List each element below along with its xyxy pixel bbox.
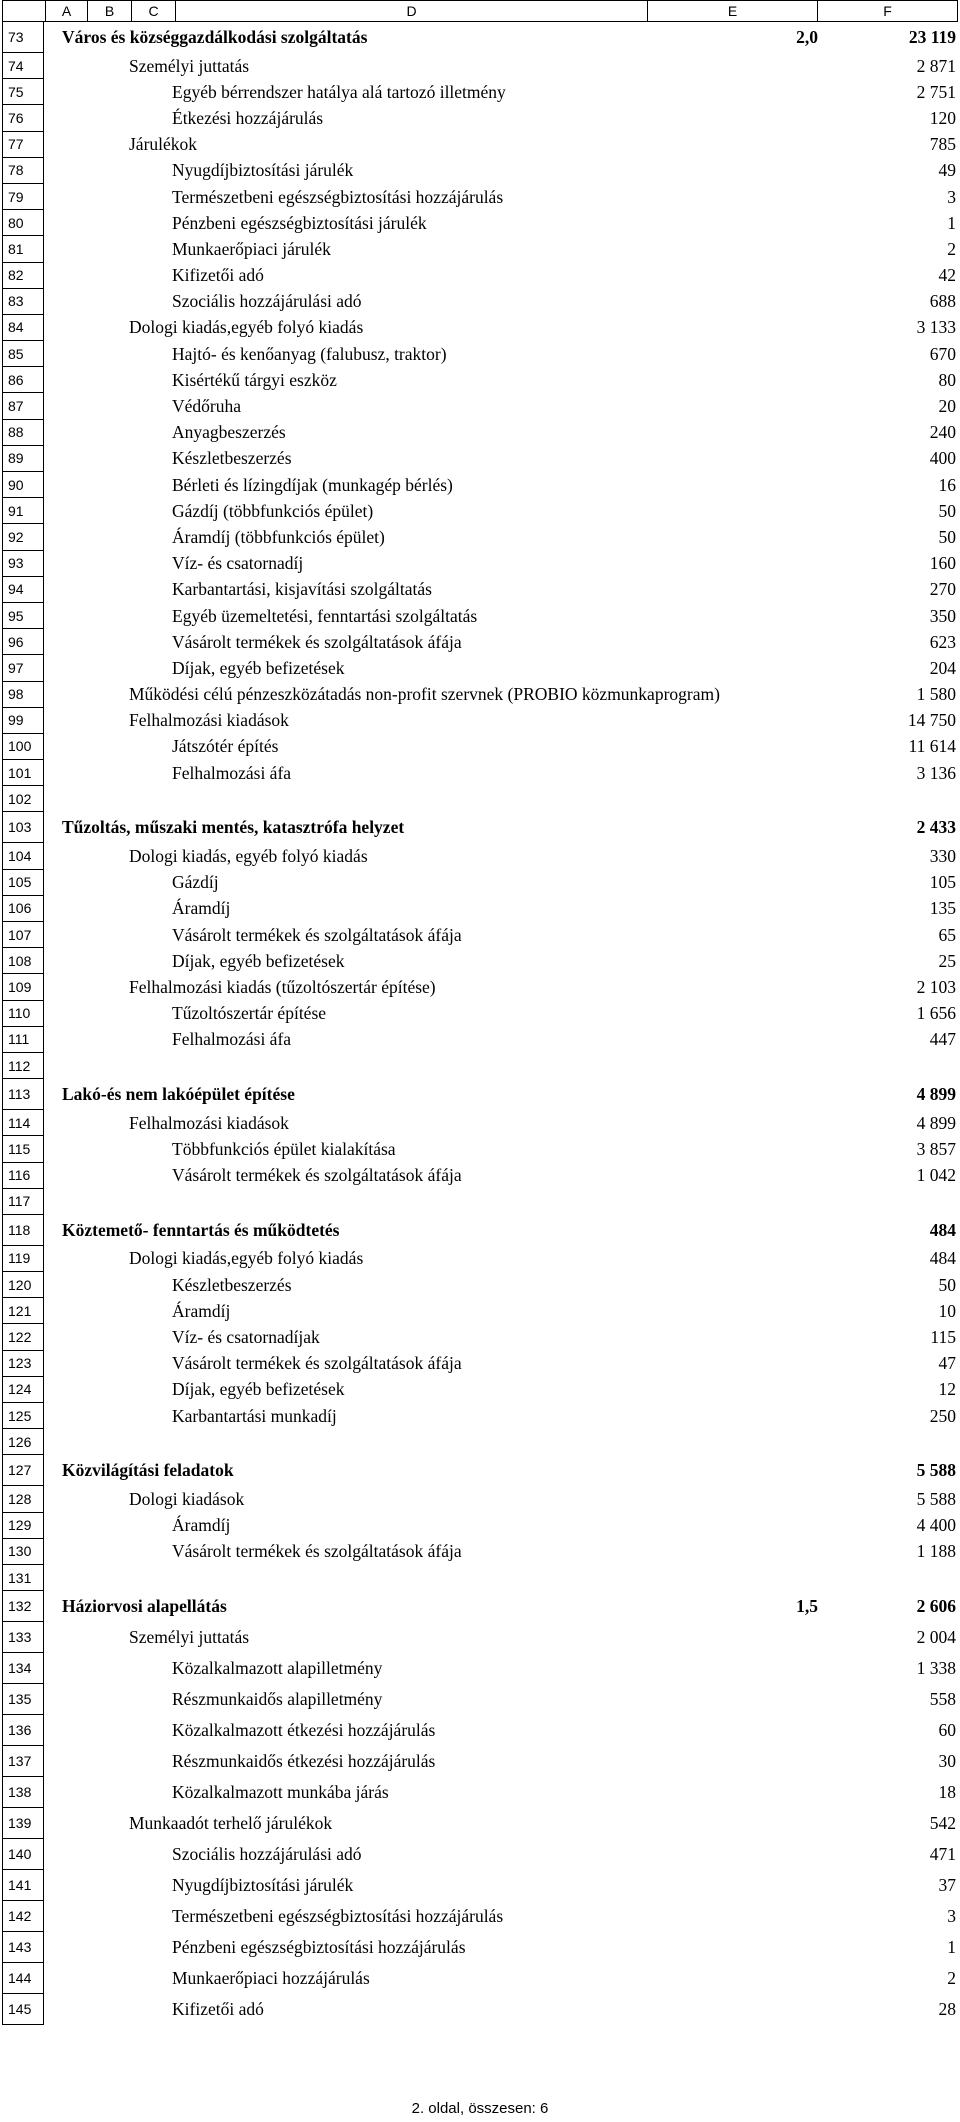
row-number[interactable]: 84: [2, 315, 44, 341]
column-header-f[interactable]: F: [817, 1, 957, 21]
row-number[interactable]: 90: [2, 472, 44, 498]
table-row: [2, 812, 958, 843]
item-label: Díjak, egyéb befizetések: [172, 657, 345, 678]
table-row: [2, 1053, 958, 1079]
item-label: Munkaadót terhelő járulékok: [129, 1813, 333, 1834]
table-row: [2, 184, 958, 210]
row-number[interactable]: 87: [2, 393, 44, 419]
item-label: Kifizetői adó: [172, 265, 264, 286]
item-label: Vásárolt termékek és szolgáltatások áfája: [172, 1165, 462, 1186]
row-number[interactable]: 115: [2, 1136, 44, 1162]
item-label: Dologi kiadás,egyéb folyó kiadás: [129, 1248, 364, 1269]
row-number[interactable]: 99: [2, 708, 44, 734]
item-label: Szociális hozzájárulási adó: [172, 1844, 362, 1865]
amount-value: 4 400: [916, 1515, 956, 1536]
spreadsheet: [2, 0, 958, 2025]
row-number[interactable]: 82: [2, 263, 44, 289]
column-header-e[interactable]: E: [647, 1, 817, 21]
table-row: [2, 1351, 958, 1377]
amount-value: 14 750: [907, 710, 956, 731]
row-number[interactable]: 75: [2, 79, 44, 105]
item-label: Víz- és csatornadíjak: [172, 1327, 320, 1348]
item-label: Védőruha: [172, 396, 242, 417]
table-row: [2, 1189, 958, 1215]
table-row: [2, 1746, 958, 1777]
amount-value: 2: [947, 238, 956, 259]
amount-value: 4 899: [916, 1084, 956, 1105]
table-row: [2, 948, 958, 974]
item-label: Bérleti és lízingdíjak (munkagép bérlés): [172, 474, 453, 495]
table-row: [2, 289, 958, 315]
amount-value: 1 656: [916, 1003, 956, 1024]
table-row: [2, 603, 958, 629]
row-number[interactable]: 113: [2, 1079, 44, 1110]
amount-value: 2 433: [916, 817, 956, 838]
row-number[interactable]: 118: [2, 1215, 44, 1246]
row-number[interactable]: 74: [2, 53, 44, 79]
amount-value: 670: [929, 343, 956, 364]
row-number[interactable]: 117: [2, 1189, 44, 1215]
table-row: [2, 974, 958, 1000]
amount-value: 623: [929, 631, 956, 652]
row-number[interactable]: 77: [2, 132, 44, 158]
row-number[interactable]: 91: [2, 498, 44, 524]
amount-value: 160: [929, 553, 956, 574]
item-label: Nyugdíjbiztosítási járulék: [172, 1875, 354, 1896]
item-label: Járulékok: [129, 134, 198, 155]
row-number[interactable]: 92: [2, 524, 44, 550]
item-label: Vásárolt termékek és szolgáltatások áfája: [172, 1541, 462, 1562]
table-row: [2, 870, 958, 896]
table-row: [2, 1079, 958, 1110]
item-label: Felhalmozási kiadás (tűzoltószertár építése): [129, 976, 436, 997]
amount-value: 558: [929, 1689, 956, 1710]
row-number[interactable]: 76: [2, 105, 44, 131]
table-row: [2, 843, 958, 869]
row-number[interactable]: 136: [2, 1715, 44, 1746]
row-number[interactable]: 140: [2, 1839, 44, 1870]
item-label: Dologi kiadás,egyéb folyó kiadás: [129, 317, 364, 338]
table-row: [2, 393, 958, 419]
table-row: [2, 1963, 958, 1994]
amount-value: 1: [947, 1937, 956, 1958]
table-row: [2, 367, 958, 393]
amount-value: 65: [938, 924, 956, 945]
amount-value: 135: [929, 898, 956, 919]
amount-value: 204: [929, 657, 956, 678]
item-label: Áramdíj: [172, 1515, 231, 1536]
table-row: [2, 1136, 958, 1162]
table-row: [2, 708, 958, 734]
amount-value: 18: [938, 1782, 956, 1803]
table-row: [2, 896, 958, 922]
amount-value: 1 042: [916, 1165, 956, 1186]
headcount-value: 2,0: [796, 27, 818, 47]
amount-value: 1: [947, 212, 956, 233]
table-row: [2, 1163, 958, 1189]
row-number[interactable]: 125: [2, 1403, 44, 1429]
section-title: Lakó-és nem lakóépület építése: [62, 1084, 295, 1105]
table-row: [2, 786, 958, 812]
amount-value: 3 133: [916, 317, 956, 338]
row-number[interactable]: 94: [2, 577, 44, 603]
row-number[interactable]: 127: [2, 1455, 44, 1486]
item-label: Természetbeni egészségbiztosítási hozzájárulás: [172, 1906, 504, 1927]
amount-value: 115: [930, 1327, 956, 1348]
row-number[interactable]: 114: [2, 1110, 44, 1136]
amount-value: 120: [929, 107, 956, 128]
amount-value: 60: [938, 1720, 956, 1741]
item-label: Díjak, egyéb befizetések: [172, 1379, 345, 1400]
amount-value: 688: [929, 291, 956, 312]
item-label: Anyagbeszerzés: [172, 422, 286, 443]
item-label: Egyéb üzemeltetési, fenntartási szolgáltatás: [172, 605, 478, 626]
amount-value: 16: [938, 474, 956, 495]
item-label: Gázdíj: [172, 872, 219, 893]
table-row: [2, 53, 958, 79]
table-row: [2, 132, 958, 158]
amount-value: 2 751: [916, 81, 956, 102]
row-number[interactable]: 124: [2, 1377, 44, 1403]
item-label: Tűzoltószertár építése: [172, 1003, 327, 1024]
table-row: [2, 498, 958, 524]
amount-value: 3: [947, 1906, 956, 1927]
table-row: [2, 1539, 958, 1565]
table-row: [2, 472, 958, 498]
table-row: [2, 1994, 958, 2025]
item-label: Pénzbeni egészségbiztosítási járulék: [172, 212, 427, 233]
amount-value: 2 606: [916, 1596, 956, 1617]
table-row: [2, 263, 958, 289]
row-number[interactable]: 138: [2, 1777, 44, 1808]
amount-value: 2 004: [916, 1627, 956, 1648]
amount-value: 42: [938, 265, 956, 286]
amount-value: 240: [929, 422, 956, 443]
table-row: [2, 1684, 958, 1715]
row-number[interactable]: 107: [2, 922, 44, 948]
row-number[interactable]: 111: [2, 1027, 44, 1053]
table-row: [2, 22, 958, 53]
table-row: [2, 1001, 958, 1027]
table-row: [2, 1403, 958, 1429]
row-number[interactable]: 102: [2, 786, 44, 812]
amount-value: 50: [938, 526, 956, 547]
item-label: Működési célú pénzeszközátadás non-profit szervnek (PROBIO közmunkaprogram): [129, 684, 720, 705]
row-number[interactable]: 83: [2, 289, 44, 315]
row-number[interactable]: 126: [2, 1429, 44, 1455]
row-number[interactable]: 98: [2, 682, 44, 708]
table-row: [2, 1324, 958, 1350]
item-label: Áramdíj: [172, 898, 231, 919]
item-label: Nyugdíjbiztosítási járulék: [172, 160, 354, 181]
row-number[interactable]: 123: [2, 1351, 44, 1377]
row-number[interactable]: 81: [2, 236, 44, 262]
row-number[interactable]: 80: [2, 210, 44, 236]
item-label: Személyi juttatás: [129, 55, 250, 76]
table-row: [2, 1272, 958, 1298]
item-label: Felhalmozási áfa: [172, 1029, 292, 1050]
amount-value: 2 103: [916, 976, 956, 997]
row-number[interactable]: 73: [2, 22, 44, 53]
amount-value: 1 580: [916, 684, 956, 705]
table-body: [2, 22, 958, 2025]
table-row: [2, 1486, 958, 1512]
amount-value: 49: [938, 160, 956, 181]
table-row: [2, 420, 958, 446]
table-row: [2, 1777, 958, 1808]
amount-value: 47: [938, 1353, 956, 1374]
item-label: Részmunkaidős alapilletmény: [172, 1689, 383, 1710]
amount-value: 23 119: [908, 27, 956, 47]
page-footer: 2. oldal, összesen: 6: [411, 2100, 549, 2117]
section-title: Háziorvosi alapellátás: [62, 1596, 227, 1617]
row-number[interactable]: 112: [2, 1053, 44, 1079]
row-number[interactable]: 119: [2, 1246, 44, 1272]
row-number[interactable]: 134: [2, 1653, 44, 1684]
amount-value: 3 136: [916, 762, 956, 783]
row-number[interactable]: 100: [2, 734, 44, 760]
amount-value: 400: [929, 448, 956, 469]
row-number[interactable]: 128: [2, 1486, 44, 1512]
amount-value: 447: [929, 1029, 956, 1050]
amount-value: 10: [938, 1300, 956, 1321]
item-label: Díjak, egyéb befizetések: [172, 950, 345, 971]
row-number[interactable]: 105: [2, 870, 44, 896]
table-row: [2, 1429, 958, 1455]
row-number[interactable]: 135: [2, 1684, 44, 1715]
amount-value: 80: [938, 369, 956, 390]
section-title: Város és községgazdálkodási szolgáltatás: [62, 27, 368, 47]
row-number[interactable]: 133: [2, 1622, 44, 1653]
item-label: Természetbeni egészségbiztosítási hozzájárulás: [172, 186, 504, 207]
row-number[interactable]: 120: [2, 1272, 44, 1298]
amount-value: 4 899: [916, 1112, 956, 1133]
row-number[interactable]: 141: [2, 1870, 44, 1901]
row-number[interactable]: 97: [2, 655, 44, 681]
table-row: [2, 655, 958, 681]
item-label: Részmunkaidős étkezési hozzájárulás: [172, 1751, 436, 1772]
row-number[interactable]: 78: [2, 158, 44, 184]
row-number[interactable]: 129: [2, 1513, 44, 1539]
table-row: [2, 1932, 958, 1963]
row-number[interactable]: 132: [2, 1591, 44, 1622]
amount-value: 484: [929, 1248, 956, 1269]
table-row: [2, 551, 958, 577]
row-number[interactable]: 103: [2, 812, 44, 843]
row-number[interactable]: 116: [2, 1163, 44, 1189]
table-row: [2, 79, 958, 105]
table-row: [2, 1622, 958, 1653]
row-number[interactable]: 86: [2, 367, 44, 393]
table-row: [2, 1215, 958, 1246]
column-header-b[interactable]: B: [87, 1, 131, 21]
table-row: [2, 1027, 958, 1053]
table-row: [2, 734, 958, 760]
item-label: Többfunkciós épület kialakítása: [172, 1138, 396, 1159]
table-row: [2, 1839, 958, 1870]
column-header-c[interactable]: C: [131, 1, 175, 21]
amount-value: 350: [929, 605, 956, 626]
table-row: [2, 1377, 958, 1403]
amount-value: 270: [929, 579, 956, 600]
table-row: [2, 315, 958, 341]
table-row: [2, 524, 958, 550]
row-number[interactable]: 96: [2, 629, 44, 655]
item-label: Felhalmozási kiadások: [129, 710, 289, 731]
amount-value: 28: [938, 1999, 956, 2020]
table-row: [2, 341, 958, 367]
amount-value: 5 588: [916, 1460, 956, 1481]
item-label: Étkezési hozzájárulás: [172, 107, 324, 128]
amount-value: 1 338: [916, 1658, 956, 1679]
amount-value: 785: [929, 134, 956, 155]
table-row: [2, 1808, 958, 1839]
amount-value: 11 614: [908, 736, 956, 757]
table-row: [2, 105, 958, 131]
row-number[interactable]: 101: [2, 760, 44, 786]
row-number[interactable]: 110: [2, 1001, 44, 1027]
headcount-value: 1,5: [796, 1596, 818, 1617]
item-label: Munkaerőpiaci hozzájárulás: [172, 1968, 370, 1989]
table-row: [2, 760, 958, 786]
item-label: Készletbeszerzés: [172, 448, 292, 469]
item-label: Dologi kiadások: [129, 1488, 245, 1509]
table-row: [2, 1565, 958, 1591]
section-title: Tűzoltás, műszaki mentés, katasztrófa helyzet: [62, 817, 405, 838]
row-number[interactable]: 88: [2, 420, 44, 446]
item-label: Személyi juttatás: [129, 1627, 250, 1648]
row-number[interactable]: 79: [2, 184, 44, 210]
item-label: Karbantartási munkadíj: [172, 1405, 337, 1426]
table-row: [2, 1513, 958, 1539]
table-row: [2, 210, 958, 236]
item-label: Közalkalmazott alapilletmény: [172, 1658, 383, 1679]
item-label: Hajtó- és kenőanyag (falubusz, traktor): [172, 343, 447, 364]
amount-value: 50: [938, 500, 956, 521]
row-number[interactable]: 85: [2, 341, 44, 367]
amount-value: 471: [929, 1844, 956, 1865]
item-label: Víz- és csatornadíj: [172, 553, 304, 574]
amount-value: 30: [938, 1751, 956, 1772]
table-row: [2, 158, 958, 184]
item-label: Kisértékű tárgyi eszköz: [172, 369, 337, 390]
item-label: Vásárolt termékek és szolgáltatások áfája: [172, 631, 462, 652]
row-number[interactable]: 95: [2, 603, 44, 629]
amount-value: 484: [929, 1219, 956, 1240]
item-label: Gázdíj (többfunkciós épület): [172, 500, 374, 521]
item-label: Egyéb bérrendszer hatálya alá tartozó illetmény: [172, 81, 506, 102]
row-number[interactable]: 121: [2, 1298, 44, 1324]
column-header-row: [2, 0, 958, 22]
amount-value: 3: [947, 186, 956, 207]
row-number[interactable]: 109: [2, 974, 44, 1000]
table-row: [2, 446, 958, 472]
table-row: [2, 236, 958, 262]
row-number[interactable]: 144: [2, 1963, 44, 1994]
table-row: [2, 1110, 958, 1136]
amount-value: 37: [938, 1875, 956, 1896]
column-header-d[interactable]: D: [175, 1, 647, 21]
item-label: Pénzbeni egészségbiztosítási hozzájárulás: [172, 1937, 466, 1958]
table-row: [2, 1870, 958, 1901]
table-row: [2, 1455, 958, 1486]
amount-value: 2: [947, 1968, 956, 1989]
item-label: Vásárolt termékek és szolgáltatások áfája: [172, 1353, 462, 1374]
table-row: [2, 922, 958, 948]
item-label: Karbantartási, kisjavítási szolgáltatás: [172, 579, 432, 600]
amount-value: 1 188: [916, 1541, 956, 1562]
amount-value: 50: [938, 1274, 956, 1295]
row-number[interactable]: 131: [2, 1565, 44, 1591]
item-label: Felhalmozási áfa: [172, 762, 292, 783]
table-row: [2, 1653, 958, 1684]
item-label: Szociális hozzájárulási adó: [172, 291, 362, 312]
column-header-a[interactable]: A: [45, 1, 87, 21]
table-row: [2, 682, 958, 708]
amount-value: 5 588: [916, 1488, 956, 1509]
table-row: [2, 1591, 958, 1622]
row-header-corner: [3, 1, 45, 21]
item-label: Munkaerőpiaci járulék: [172, 238, 331, 259]
item-label: Közalkalmazott munkába járás: [172, 1782, 389, 1803]
table-row: [2, 629, 958, 655]
amount-value: 250: [929, 1405, 956, 1426]
row-number[interactable]: 89: [2, 446, 44, 472]
item-label: Játszótér építés: [172, 736, 279, 757]
table-row: [2, 1901, 958, 1932]
table-row: [2, 1298, 958, 1324]
table-row: [2, 1715, 958, 1746]
row-number[interactable]: 108: [2, 948, 44, 974]
section-title: Köztemető- fenntartás és működtetés: [62, 1219, 340, 1240]
amount-value: 12: [938, 1379, 956, 1400]
item-label: Áramdíj (többfunkciós épület): [172, 526, 385, 547]
table-row: [2, 577, 958, 603]
amount-value: 3 857: [916, 1138, 956, 1159]
amount-value: 105: [929, 872, 956, 893]
amount-value: 2 871: [916, 55, 956, 76]
row-number[interactable]: 106: [2, 896, 44, 922]
item-label: Áramdíj: [172, 1300, 231, 1321]
row-number[interactable]: 139: [2, 1808, 44, 1839]
row-number[interactable]: 137: [2, 1746, 44, 1777]
table-row: [2, 1246, 958, 1272]
amount-value: 20: [938, 396, 956, 417]
item-label: Felhalmozási kiadások: [129, 1112, 289, 1133]
item-label: Vásárolt termékek és szolgáltatások áfája: [172, 924, 462, 945]
item-label: Közalkalmazott étkezési hozzájárulás: [172, 1720, 436, 1741]
amount-value: 542: [929, 1813, 956, 1834]
section-title: Közvilágítási feladatok: [62, 1460, 234, 1481]
item-label: Kifizetői adó: [172, 1999, 264, 2020]
item-label: Dologi kiadás, egyéb folyó kiadás: [129, 846, 368, 867]
row-number[interactable]: 104: [2, 843, 44, 869]
row-number[interactable]: 122: [2, 1324, 44, 1350]
item-label: Készletbeszerzés: [172, 1274, 292, 1295]
row-number[interactable]: 143: [2, 1932, 44, 1963]
row-number[interactable]: 142: [2, 1901, 44, 1932]
row-number[interactable]: 93: [2, 551, 44, 577]
row-number[interactable]: 130: [2, 1539, 44, 1565]
amount-value: 330: [929, 846, 956, 867]
amount-value: 25: [938, 950, 956, 971]
row-number[interactable]: 145: [2, 1994, 44, 2025]
